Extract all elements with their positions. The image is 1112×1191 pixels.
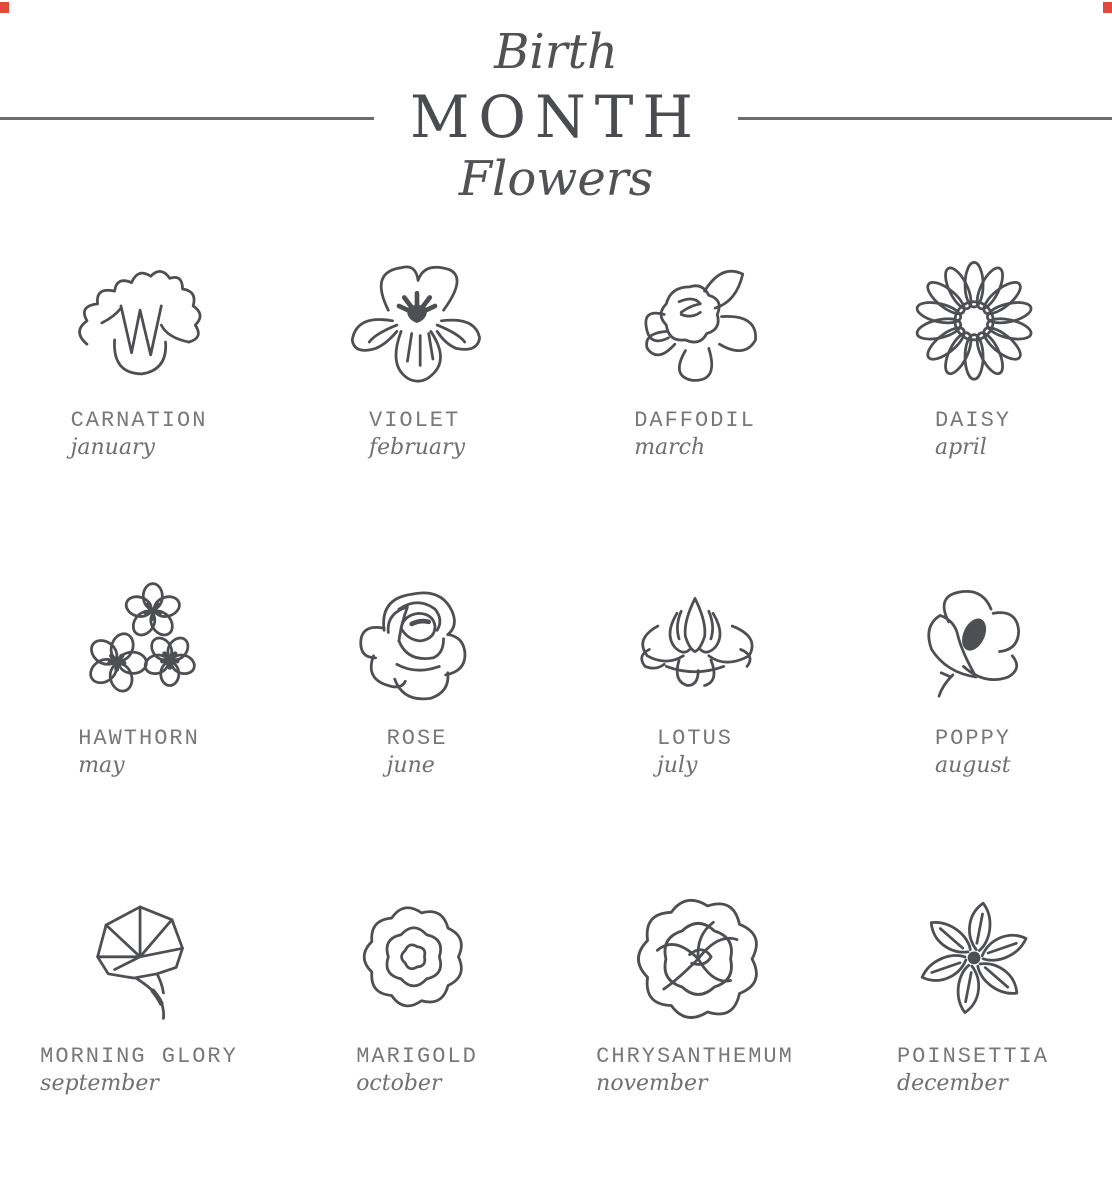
- flower-name: CHRYSANTHEMUM: [596, 1043, 794, 1069]
- daisy-flower-icon: [883, 250, 1063, 398]
- flower-month: september: [40, 1070, 159, 1096]
- flower-grid: [0, 206, 1112, 1096]
- flower-month: november: [596, 1070, 708, 1096]
- flower-cell: [556, 568, 834, 778]
- flower-month: february: [369, 434, 465, 460]
- rose-flower-icon: [327, 568, 507, 716]
- flower-name: HAWTHORN: [78, 725, 200, 751]
- title-birth: Birth: [494, 24, 618, 80]
- flower-cell: [0, 568, 278, 778]
- flower-name: DAFFODIL: [634, 407, 756, 433]
- flower-cell: [834, 886, 1112, 1096]
- violet-flower-icon: [327, 250, 507, 398]
- flower-month: october: [356, 1070, 442, 1096]
- poster-header: [0, 0, 1112, 206]
- flower-name: ROSE: [386, 725, 448, 751]
- flower-month: july: [656, 752, 698, 778]
- left-rule: [0, 117, 400, 120]
- title-month: MONTH: [374, 83, 738, 151]
- morning-glory-flower-icon: [49, 886, 229, 1034]
- title-month-row: [0, 81, 1112, 153]
- flower-month: august: [934, 752, 1011, 778]
- flower-name: MARIGOLD: [356, 1043, 478, 1069]
- flower-name: LOTUS: [656, 725, 733, 751]
- flower-month: june: [386, 752, 435, 778]
- hawthorn-flower-icon: [49, 568, 229, 716]
- flower-month: january: [70, 434, 155, 460]
- chrysanthemum-flower-icon: [605, 886, 785, 1034]
- flower-name: VIOLET: [369, 407, 461, 433]
- flower-cell: [834, 250, 1112, 460]
- flower-cell: [0, 886, 278, 1096]
- flower-cell: [556, 886, 834, 1096]
- flower-month: may: [78, 752, 125, 778]
- flower-month: april: [934, 434, 987, 460]
- flower-name: DAISY: [934, 407, 1011, 433]
- flower-cell: [0, 250, 278, 460]
- flower-cell: [834, 568, 1112, 778]
- poppy-flower-icon: [883, 568, 1063, 716]
- lotus-flower-icon: [605, 568, 785, 716]
- flower-name: MORNING GLORY: [40, 1043, 238, 1069]
- flower-name: CARNATION: [70, 407, 208, 433]
- title-flowers: Flowers: [458, 150, 654, 207]
- flower-cell: [556, 250, 834, 460]
- flower-name: POPPY: [934, 725, 1011, 751]
- marigold-flower-icon: [327, 886, 507, 1034]
- carnation-flower-icon: [49, 250, 229, 398]
- poinsettia-flower-icon: [883, 886, 1063, 1034]
- right-rule: [712, 117, 1112, 120]
- flower-cell: [278, 886, 556, 1096]
- flower-month: march: [634, 434, 706, 460]
- flower-cell: [278, 250, 556, 460]
- flower-month: december: [896, 1070, 1008, 1096]
- flower-cell: [278, 568, 556, 778]
- daffodil-flower-icon: [605, 250, 785, 398]
- flower-name: POINSETTIA: [896, 1043, 1050, 1069]
